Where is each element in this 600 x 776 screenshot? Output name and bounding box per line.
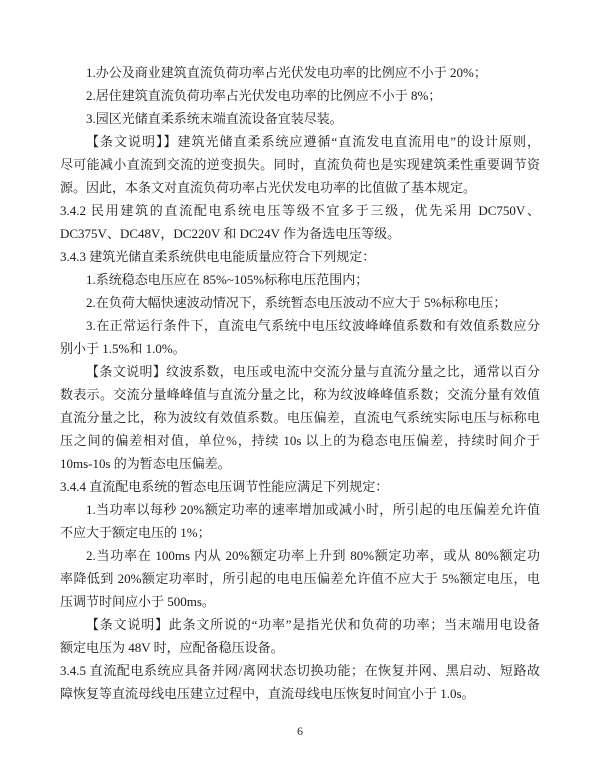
text-line-clause-3.4.4-item-2: 压调节时间应小于 500ms。: [60, 594, 215, 609]
text-line-clause-3.4.3-item-3: 3.在正常运行条件下，直流电气系统中电压纹波峰峰值系数和有效值系数应分: [86, 318, 540, 333]
page-number: 6: [297, 724, 303, 738]
text-line-clause-3.4.1-item-1: 1.办公及商业建筑直流负荷功率占光伏发电功率的比例应不小于 20%；: [86, 65, 487, 80]
text-line-clause-3.4.4: 3.4.4 直流配电系统的暂态电压调节性能应满足下列规定：: [60, 479, 389, 494]
text-line-clause-3.4.1-explanation: 源。因此，本条文对直流负荷功率占光伏发电功率的比值做了基本规定。: [60, 180, 477, 195]
text-line-clause-3.4.2: 3.4.2 民用建筑的直流配电系统电压等级不宜多于三级，优先采用 DC750V、: [60, 203, 540, 218]
text-line-clause-3.4.1-explanation: 【条文说明】】建筑光储直柔系统应遵循“直流发电直流用电”的设计原则，: [86, 134, 540, 149]
text-line-clause-3.4.3-item-3: 别小于 1.5%和 1.0%。: [60, 341, 186, 356]
text-line-clause-3.4.1-explanation: 尽可能减小直流到交流的逆变损失。同时，直流负荷也是实现建筑柔性重要调节资: [60, 157, 540, 172]
text-line-clause-3.4.4-explanation: 额定电压为 48V 时，应配备稳压设备。: [60, 640, 284, 655]
text-line-clause-3.4.2: DC375V、DC48V，DC220V 和 DC24V 作为备选电压等级。: [60, 226, 401, 241]
text-line-clause-3.4.3-explanation: 10ms-10s 的为暂态电压偏差。: [60, 456, 231, 471]
text-line-clause-3.4.5: 3.4.5 直流配电系统应具备并网/离网状态切换功能；在恢复并网、黑启动、短路故: [60, 663, 540, 678]
text-line-clause-3.4.3-explanation: 【条文说明】纹波系数，电压或电流中交流分量与直流分量之比，通常以百分: [86, 364, 540, 379]
text-line-clause-3.4.3-explanation: 压之间的偏差相对值，单位%，持续 10s 以上的为稳态电压偏差，持续时间介于: [60, 433, 540, 448]
text-line-clause-3.4.3: 3.4.3 建筑光储直柔系统供电电能质量应符合下列规定：: [60, 249, 376, 264]
text-line-clause-3.4.4-item-2: 率降低到 20%额定功率时，所引起的电电压偏差允许值不应大于 5%额定电压，电: [60, 571, 540, 586]
text-line-clause-3.4.3-explanation: 数表示。交流分量峰峰值与直流分量之比，称为纹波峰峰值系数；交流分量有效值: [60, 387, 540, 402]
text-line-clause-3.4.3-item-1: 1.系统稳态电压应在 85%~105%标称电压范围内；: [86, 272, 369, 287]
text-line-clause-3.4.3-item-2: 2.在负荷大幅快速波动情况下，系统暂态电压波动不应大于 5%标称电压；: [86, 295, 507, 310]
text-line-clause-3.4.3-explanation: 直流分量之比，称为波纹有效值系数。电压偏差，直流电气系统实际电压与标称电: [60, 410, 540, 425]
text-line-clause-3.4.4-explanation: 【条文说明】此条文所说的“功率”是指光伏和负荷的功率；当末端用电设备: [86, 617, 540, 632]
text-line-clause-3.4.5: 障恢复等直流母线电压建立过程中，直流母线电压恢复时间宜小于 1.0s。: [60, 686, 475, 701]
text-line-clause-3.4.4-item-1: 1.当功率以每秒 20%额定功率的速率增加或减小时，所引起的电压偏差允许值: [86, 502, 540, 517]
text-line-clause-3.4.1-item-3: 3.园区光储直柔系统末端直流设备宜装尽装。: [86, 111, 343, 126]
text-line-clause-3.4.4-item-2: 2.当功率在 100ms 内从 20%额定功率上升到 80%额定功率，或从 80%额定功: [86, 548, 540, 563]
text-line-clause-3.4.4-item-1: 不应大于额定电压的 1%；: [60, 525, 211, 540]
document-body: [60, 61, 540, 705]
text-line-clause-3.4.1-item-2: 2.居住建筑直流负荷功率占光伏发电功率的比例应不小于 8%；: [86, 88, 442, 103]
